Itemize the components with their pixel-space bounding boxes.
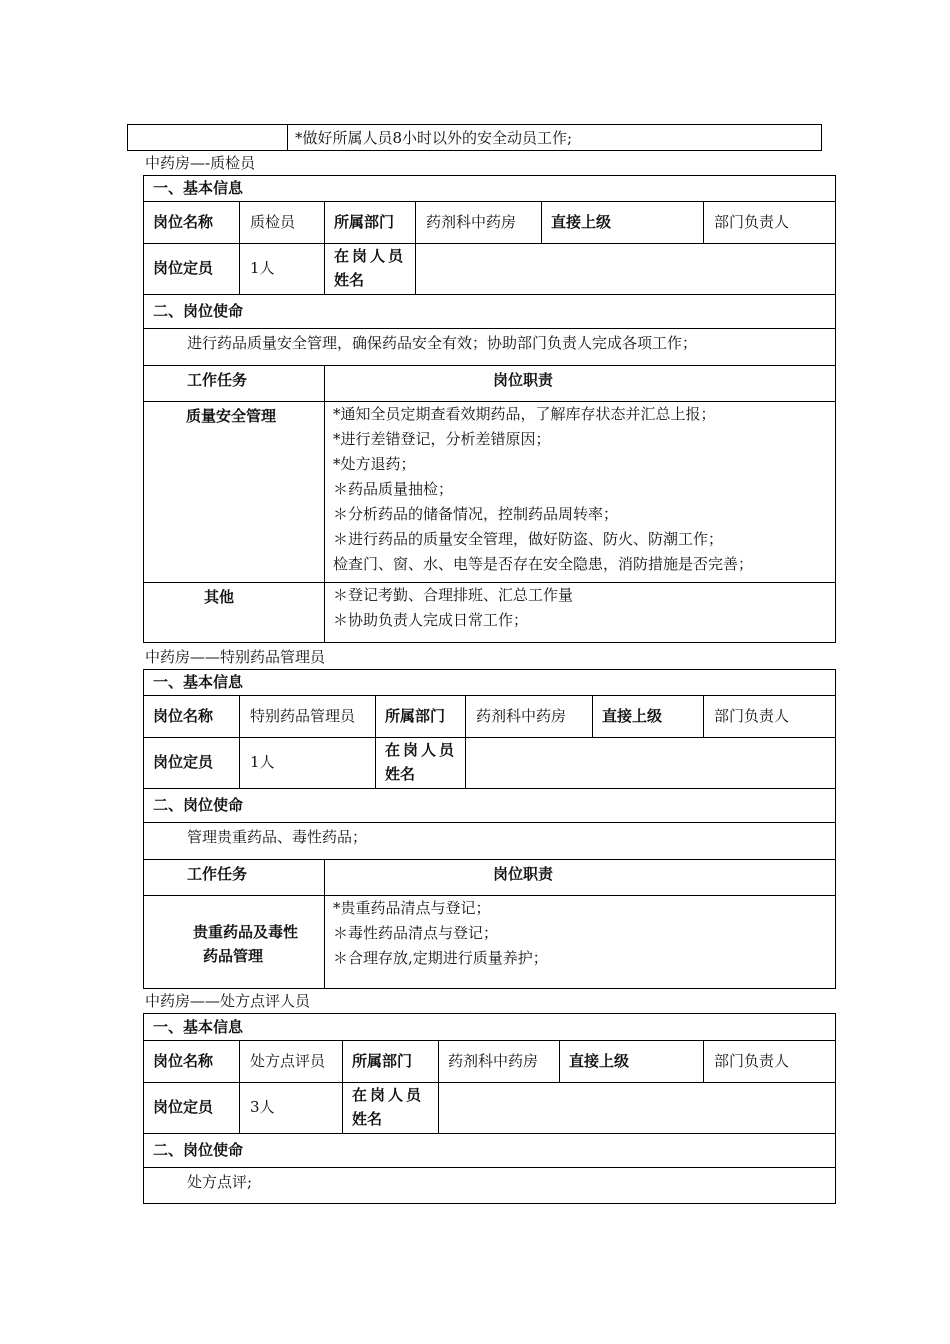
special-label-superior: 直接上级 [602, 707, 663, 725]
review-dept-value: 药剂科中药房 [448, 1052, 539, 1070]
duty-item: ＊登记考勤、合理排班、汇总工作量 [333, 586, 574, 604]
qc-task-header: 工作任务 [187, 371, 248, 389]
special-task-name-1: 贵重药品及毒性 [193, 923, 299, 941]
special-label-dept: 所属部门 [385, 707, 446, 725]
special-duties [333, 896, 548, 971]
qc-label-staff-1: 在岗人员 [334, 247, 407, 265]
duty-item: *处方退药； [333, 455, 416, 473]
duty-item: ＊合理存放,定期进行质量养护； [333, 949, 548, 967]
special-dept-value: 药剂科中药房 [476, 707, 567, 725]
qc-dept-value: 药剂科中药房 [426, 213, 517, 231]
qc-duties-quality [333, 402, 753, 577]
special-post-value: 特别药品管理员 [250, 707, 356, 725]
review-mission-heading: 二、岗位使命 [153, 1141, 244, 1159]
qc-mission-heading: 二、岗位使命 [153, 302, 244, 320]
qc-basic-info-heading: 一、基本信息 [153, 179, 244, 197]
special-label-staff-2: 姓名 [385, 765, 416, 783]
special-label-quota: 岗位定员 [153, 753, 214, 771]
review-mission-text: 处方点评; [187, 1173, 253, 1191]
review-superior-value: 部门负责人 [714, 1052, 790, 1070]
top-table-divider [287, 124, 288, 151]
duty-item: ＊协助负责人完成日常工作； [333, 611, 529, 629]
duty-item: ＊毒性药品清点与登记； [333, 924, 499, 942]
review-label-dept: 所属部门 [352, 1052, 413, 1070]
duty-item: *贵重药品清点与登记； [333, 899, 491, 917]
review-basic-info-heading: 一、基本信息 [153, 1018, 244, 1036]
duty-item: ＊进行药品的质量安全管理，做好防盗、防火、防潮工作； [333, 530, 724, 548]
qc-label-post: 岗位名称 [153, 213, 214, 231]
special-task-header: 工作任务 [187, 865, 248, 883]
section-caption-review: 中药房——处方点评人员 [145, 992, 311, 1010]
review-label-staff-1: 在岗人员 [352, 1086, 425, 1104]
review-label-staff-2: 姓名 [352, 1110, 383, 1128]
review-quota-value: 3人 [250, 1098, 275, 1116]
special-mission-text: 管理贵重药品、毒性药品； [187, 828, 368, 846]
duty-item: *通知全员定期查看效期药品，了解库存状态并汇总上报； [333, 405, 716, 423]
duty-item: 检查门、窗、水、电等是否存在安全隐患，消防措施是否完善； [333, 555, 754, 573]
review-label-post: 岗位名称 [153, 1052, 214, 1070]
qc-label-staff-2: 姓名 [334, 271, 365, 289]
qc-superior-value: 部门负责人 [714, 213, 790, 231]
qc-task-name-other: 其他 [204, 588, 235, 606]
qc-label-dept: 所属部门 [334, 213, 395, 231]
qc-quota-value: 1人 [250, 259, 275, 277]
qc-duties-other [333, 583, 573, 633]
special-basic-info-heading: 一、基本信息 [153, 673, 244, 691]
qc-post-value: 质检员 [250, 213, 296, 231]
qc-duty-header: 岗位职责 [493, 371, 554, 389]
special-quota-value: 1人 [250, 753, 275, 771]
qc-label-superior: 直接上级 [551, 213, 612, 231]
review-label-superior: 直接上级 [569, 1052, 630, 1070]
qc-label-quota: 岗位定员 [153, 259, 214, 277]
special-mission-heading: 二、岗位使命 [153, 796, 244, 814]
qc-mission-text: 进行药品质量安全管理，确保药品安全有效；协助部门负责人完成各项工作； [187, 334, 698, 352]
duty-item: *进行差错登记，分析差错原因； [333, 430, 551, 448]
special-label-staff-1: 在岗人员 [385, 741, 458, 759]
section-caption-qc: 中药房—-质检员 [145, 154, 256, 172]
top-row-text: *做好所属人员8小时以外的安全动员工作; [295, 129, 573, 147]
special-task-name-2: 药品管理 [203, 947, 264, 965]
special-superior-value: 部门负责人 [714, 707, 790, 725]
review-label-quota: 岗位定员 [153, 1098, 214, 1116]
special-label-post: 岗位名称 [153, 707, 214, 725]
special-duty-header: 岗位职责 [493, 865, 554, 883]
section-caption-special: 中药房——特别药品管理员 [145, 648, 326, 666]
duty-item: ＊分析药品的储备情况，控制药品周转率； [333, 505, 619, 523]
review-post-value: 处方点评员 [250, 1052, 326, 1070]
qc-task-name-quality: 质量安全管理 [186, 407, 277, 425]
duty-item: ＊药品质量抽检； [333, 480, 454, 498]
